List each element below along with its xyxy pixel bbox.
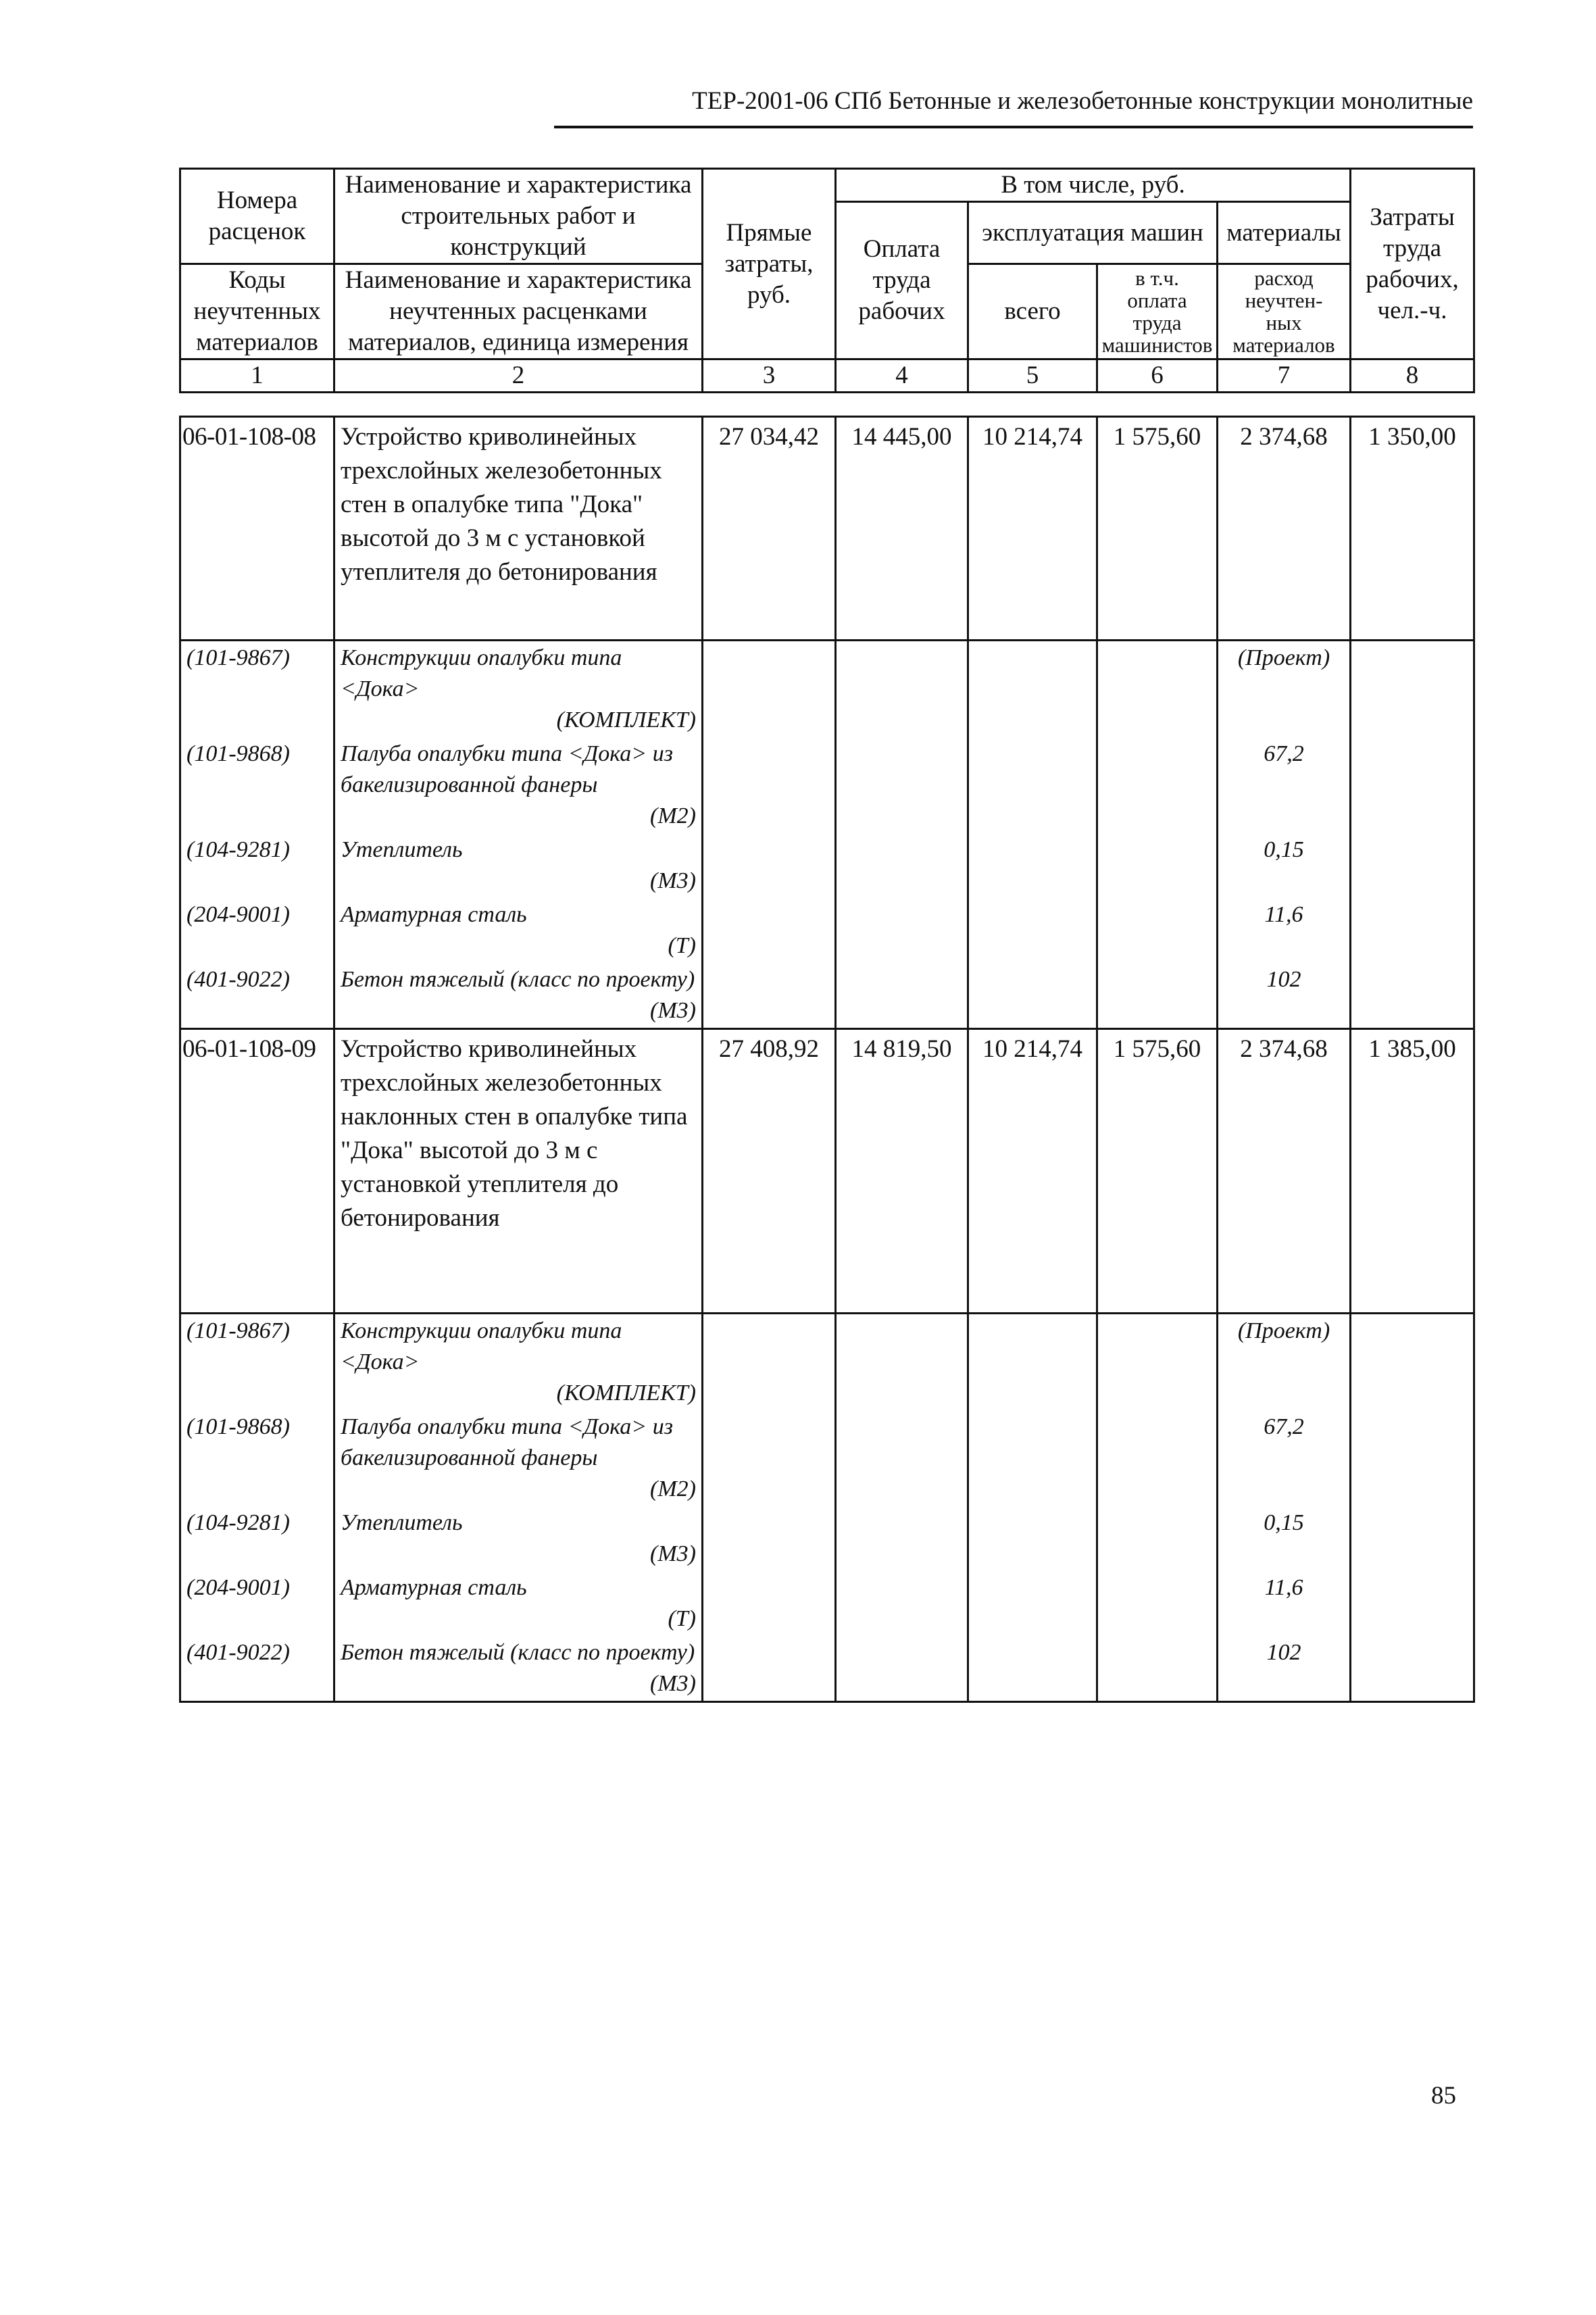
- rate-name: Устройство криволинейных трехслойных железобетонных наклонных стен в опалубке типа "Дока" высотой до 3 м с установкой утеплителя до бетонирования: [334, 1029, 703, 1314]
- empty-cell: [1351, 641, 1474, 738]
- man-hours: 1 385,00: [1351, 1029, 1474, 1314]
- empty-cell: [1097, 1636, 1218, 1702]
- material-code: (101-9867): [180, 641, 334, 738]
- material-code: (104-9281): [180, 833, 334, 898]
- material-name-cell: [334, 833, 703, 898]
- empty-cell: [1351, 898, 1474, 963]
- material-consumption: 67,2: [1218, 1410, 1351, 1506]
- empty-cell: [968, 898, 1097, 963]
- material-name-cell: [334, 737, 703, 833]
- material-row: [180, 737, 1474, 833]
- empty-cell: [836, 1571, 968, 1636]
- empty-cell: [1351, 737, 1474, 833]
- column-number: 8: [1351, 359, 1474, 393]
- material-consumption: 11,6: [1218, 1571, 1351, 1636]
- empty-cell: [703, 833, 836, 898]
- material-code: (204-9001): [180, 1571, 334, 1636]
- material-row: [180, 1314, 1474, 1411]
- empty-cell: [703, 1506, 836, 1571]
- material-consumption: 0,15: [1218, 833, 1351, 898]
- material-row: [180, 1571, 1474, 1636]
- empty-cell: [1351, 1571, 1474, 1636]
- empty-cell: [1097, 641, 1218, 738]
- empty-cell: [968, 641, 1097, 738]
- material-unit: (КОМПЛЕКТ): [556, 1380, 696, 1405]
- header-man-hours: Затраты труда рабочих, чел.-ч.: [1351, 169, 1474, 359]
- materials-costs: 2 374,68: [1218, 417, 1351, 641]
- empty-cell: [836, 737, 968, 833]
- material-name: Бетон тяжелый (класс по проекту): [341, 1640, 695, 1665]
- material-unit: (М3): [650, 868, 696, 893]
- materials-costs: 2 374,68: [1218, 1029, 1351, 1314]
- header-machines: эксплуатация машин: [968, 202, 1218, 264]
- empty-cell: [1097, 1410, 1218, 1506]
- empty-cell: [836, 1506, 968, 1571]
- material-name-cell: [334, 1571, 703, 1636]
- material-consumption: 102: [1218, 963, 1351, 1029]
- material-name: Арматурная сталь: [341, 902, 527, 927]
- header-materials-consumption: расход неучтен- ных материалов: [1218, 264, 1351, 359]
- material-unit: (М3): [650, 1671, 696, 1696]
- machinists-pay: 1 575,60: [1097, 417, 1218, 641]
- empty-cell: [703, 641, 836, 738]
- empty-cell: [1097, 963, 1218, 1029]
- empty-cell: [1097, 898, 1218, 963]
- empty-cell: [703, 1410, 836, 1506]
- material-name: Утеплитель: [341, 1510, 463, 1535]
- labor-costs: 14 445,00: [836, 417, 968, 641]
- empty-cell: [703, 963, 836, 1029]
- material-name-cell: [334, 898, 703, 963]
- material-code: (204-9001): [180, 898, 334, 963]
- material-row: [180, 963, 1474, 1029]
- material-consumption: 67,2: [1218, 737, 1351, 833]
- empty-cell: [836, 1636, 968, 1702]
- rate-name: Устройство криволинейных трехслойных железобетонных стен в опалубке типа "Дока" высотой до 3 м с установкой утеплителя до бетонирования: [334, 417, 703, 641]
- empty-cell: [703, 1314, 836, 1411]
- header-material-codes: Коды неучтенных материалов: [180, 264, 334, 359]
- direct-costs: 27 034,42: [703, 417, 836, 641]
- rate-row: [180, 1029, 1474, 1314]
- empty-cell: [1097, 1506, 1218, 1571]
- material-consumption: 0,15: [1218, 1506, 1351, 1571]
- empty-cell: [968, 833, 1097, 898]
- empty-cell: [1351, 1636, 1474, 1702]
- empty-cell: [1351, 1506, 1474, 1571]
- empty-cell: [1351, 963, 1474, 1029]
- machinists-pay: 1 575,60: [1097, 1029, 1218, 1314]
- material-row: [180, 1636, 1474, 1702]
- empty-cell: [703, 737, 836, 833]
- header-machinists: в т.ч. оплата труда машинистов: [1097, 264, 1218, 359]
- material-row: [180, 641, 1474, 738]
- column-number: 7: [1218, 359, 1351, 393]
- empty-cell: [836, 833, 968, 898]
- material-name: Конструкции опалубки типа <Дока>: [341, 645, 622, 701]
- material-unit: (Т): [668, 933, 696, 958]
- man-hours: 1 350,00: [1351, 417, 1474, 641]
- material-name: Арматурная сталь: [341, 1575, 527, 1600]
- material-unit: (КОМПЛЕКТ): [556, 707, 696, 732]
- material-code: (101-9868): [180, 1410, 334, 1506]
- empty-cell: [703, 1571, 836, 1636]
- empty-cell: [968, 1571, 1097, 1636]
- header-rate-number: Номера расценок: [180, 169, 334, 264]
- column-number: 1: [180, 359, 334, 393]
- column-number: 6: [1097, 359, 1218, 393]
- material-row: [180, 898, 1474, 963]
- empty-cell: [968, 963, 1097, 1029]
- empty-cell: [836, 641, 968, 738]
- column-header-table: [179, 168, 1475, 393]
- page-number: 85: [1431, 2082, 1456, 2110]
- column-number: 4: [836, 359, 968, 393]
- rates-table: [179, 416, 1475, 1703]
- empty-cell: [1097, 1314, 1218, 1411]
- column-number: 5: [968, 359, 1097, 393]
- rate-row: [180, 417, 1474, 641]
- material-code: (101-9868): [180, 737, 334, 833]
- direct-costs: 27 408,92: [703, 1029, 836, 1314]
- material-row: [180, 1410, 1474, 1506]
- material-name: Утеплитель: [341, 837, 463, 862]
- material-name: Палуба опалубки типа <Дока> из бакелизированной фанеры: [341, 1414, 673, 1470]
- material-unit: (М3): [650, 998, 696, 1023]
- empty-cell: [703, 1636, 836, 1702]
- empty-cell: [1097, 833, 1218, 898]
- material-name-cell: [334, 1410, 703, 1506]
- material-name-cell: [334, 1314, 703, 1411]
- empty-cell: [836, 1410, 968, 1506]
- material-name-cell: [334, 1636, 703, 1702]
- material-unit: (М2): [650, 803, 696, 828]
- material-code: (401-9022): [180, 963, 334, 1029]
- material-name: Конструкции опалубки типа <Дока>: [341, 1318, 622, 1374]
- material-unit: (М2): [650, 1476, 696, 1501]
- material-consumption: 11,6: [1218, 898, 1351, 963]
- material-name-cell: [334, 963, 703, 1029]
- material-unit: (М3): [650, 1541, 696, 1566]
- header-machines-total: всего: [968, 264, 1097, 359]
- material-row: [180, 1506, 1474, 1571]
- material-row: [180, 833, 1474, 898]
- material-name-cell: [334, 641, 703, 738]
- header-group: В том числе, руб.: [836, 169, 1351, 202]
- material-code: (401-9022): [180, 1636, 334, 1702]
- empty-cell: [1097, 1571, 1218, 1636]
- material-consumption: (Проект): [1218, 1314, 1351, 1411]
- empty-cell: [1097, 737, 1218, 833]
- empty-cell: [1351, 1314, 1474, 1411]
- empty-cell: [1351, 833, 1474, 898]
- empty-cell: [968, 1410, 1097, 1506]
- empty-cell: [968, 1506, 1097, 1571]
- material-name-cell: [334, 1506, 703, 1571]
- header-labor: Оплата труда рабочих: [836, 202, 968, 359]
- header-materials: материалы: [1218, 202, 1351, 264]
- running-head: ТЕР-2001-06 СПб Бетонные и железобетонные конструкции монолитные: [692, 87, 1473, 115]
- empty-cell: [836, 1314, 968, 1411]
- column-number: 3: [703, 359, 836, 393]
- material-code: (104-9281): [180, 1506, 334, 1571]
- column-number: 2: [334, 359, 703, 393]
- material-code: (101-9867): [180, 1314, 334, 1411]
- material-name: Бетон тяжелый (класс по проекту): [341, 967, 695, 992]
- empty-cell: [968, 737, 1097, 833]
- material-consumption: 102: [1218, 1636, 1351, 1702]
- rate-code: 06-01-108-09: [180, 1029, 334, 1314]
- machines-total: 10 214,74: [968, 417, 1097, 641]
- labor-costs: 14 819,50: [836, 1029, 968, 1314]
- material-name: Палуба опалубки типа <Дока> из бакелизированной фанеры: [341, 741, 673, 797]
- empty-cell: [836, 963, 968, 1029]
- header-material-names: Наименование и характеристика неучтенных расценками материалов, единица измерения: [334, 264, 703, 359]
- empty-cell: [968, 1314, 1097, 1411]
- header-direct-costs: Прямые затраты, руб.: [703, 169, 836, 359]
- machines-total: 10 214,74: [968, 1029, 1097, 1314]
- empty-cell: [968, 1636, 1097, 1702]
- rate-code: 06-01-108-08: [180, 417, 334, 641]
- header-rule: [554, 126, 1473, 128]
- header-work-name: Наименование и характеристика строительных работ и конструкций: [334, 169, 703, 264]
- empty-cell: [1351, 1410, 1474, 1506]
- empty-cell: [836, 898, 968, 963]
- material-unit: (Т): [668, 1606, 696, 1631]
- material-consumption: (Проект): [1218, 641, 1351, 738]
- empty-cell: [703, 898, 836, 963]
